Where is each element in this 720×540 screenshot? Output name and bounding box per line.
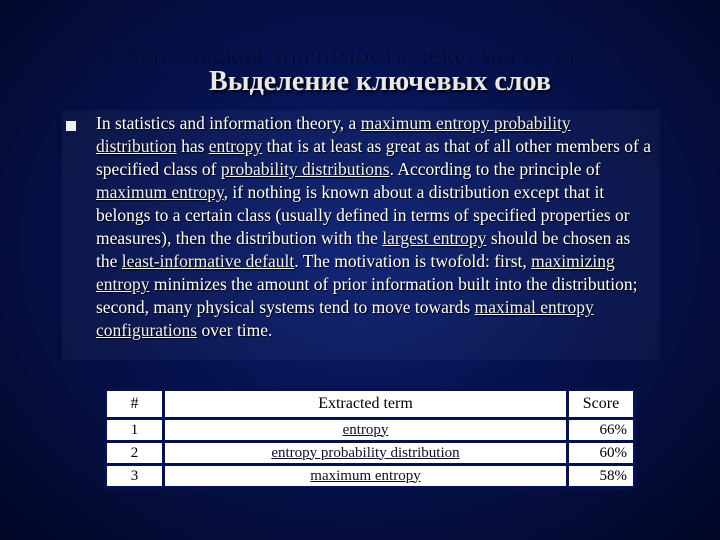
paragraph-text: . The motivation is twofold: first,	[294, 251, 532, 271]
hyperlink[interactable]: largest entropy	[382, 228, 487, 248]
paragraph-text: that is at least as great as that of all other members of a specified class of	[96, 136, 652, 179]
row-score: 58%	[568, 465, 635, 488]
hyperlink[interactable]: probability distributions	[220, 159, 390, 179]
row-score: 66%	[568, 419, 635, 442]
row-term[interactable]	[164, 442, 568, 465]
hyperlink[interactable]: least-informative default	[121, 251, 295, 271]
term-link[interactable]: entropy probability distribution	[271, 444, 460, 461]
row-score: 60%	[568, 442, 635, 465]
hyperlink[interactable]: maximizing entropy	[96, 251, 615, 294]
paragraph-text: minimizes the amount of prior information built into the distribution; second, many physical systems tend to move towards	[96, 274, 638, 317]
table-row	[106, 419, 635, 442]
paragraph-text: In statistics and information theory, a	[96, 113, 361, 133]
header-num: #	[106, 390, 164, 419]
row-num: 1	[106, 419, 164, 442]
paragraph-text: . According to the principle of	[389, 159, 601, 179]
hyperlink[interactable]: maximum entropy	[96, 182, 224, 202]
hyperlink[interactable]: entropy	[208, 136, 263, 156]
term-link[interactable]: entropy	[342, 421, 389, 438]
row-term[interactable]	[164, 419, 568, 442]
bullet-square-icon	[66, 121, 76, 131]
row-num: 3	[106, 465, 164, 488]
term-link[interactable]: maximum entropy	[310, 467, 421, 484]
background-title: Тематическая значимость лексемы в тексте	[101, 40, 619, 70]
paragraph-text: should be chosen as the	[96, 228, 631, 271]
table-row	[106, 465, 635, 488]
paragraph-text: , if nothing is known about a distribution except that it belongs to a certain class (usually defined in terms of specified properties or measures), then the distribution with the	[96, 182, 630, 248]
paragraph-text: over time.	[197, 320, 273, 340]
table-header-row	[106, 390, 635, 419]
extracted-terms-table	[104, 388, 636, 489]
paragraph-text: has	[176, 136, 209, 156]
row-num: 2	[106, 442, 164, 465]
hyperlink[interactable]: maximum entropy probability distribution	[96, 113, 571, 156]
header-score: Score	[568, 390, 635, 419]
hyperlink[interactable]: maximal entropy configurations	[96, 297, 594, 340]
body-paragraph	[96, 112, 651, 342]
slide-title: Выделение ключевых слов	[209, 66, 551, 97]
row-term[interactable]	[164, 465, 568, 488]
table-row	[106, 442, 635, 465]
header-term: Extracted term	[164, 390, 568, 419]
